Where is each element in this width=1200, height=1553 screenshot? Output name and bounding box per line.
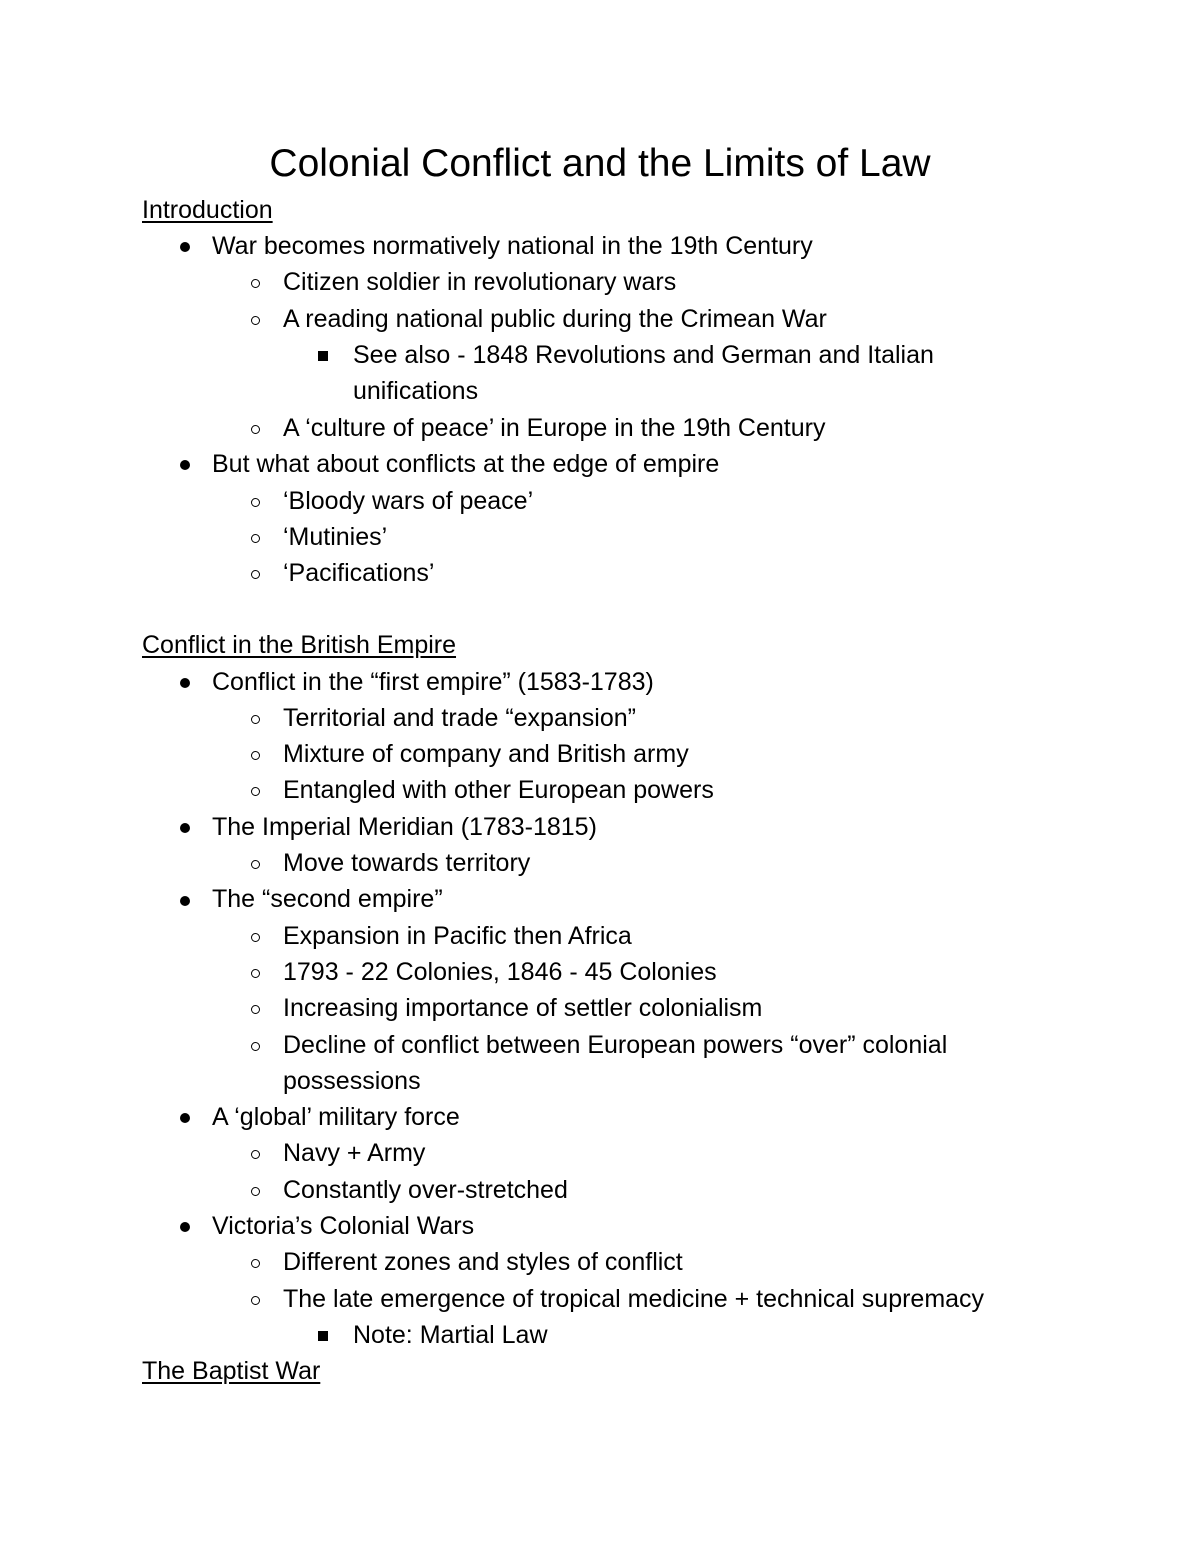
bullet-circle-icon xyxy=(251,1150,260,1159)
section-heading-conflict-british-empire: Conflict in the British Empire xyxy=(142,631,457,659)
bullet-disc-icon xyxy=(180,823,190,833)
bullet-disc-icon xyxy=(180,896,190,906)
section-heading-introduction: Introduction xyxy=(142,196,273,224)
list-item: Conflict in the “first empire” (1583-1783) xyxy=(212,668,654,696)
list-item: Note: Martial Law xyxy=(353,1321,548,1349)
bullet-circle-icon xyxy=(251,1187,260,1196)
list-item: See also - 1848 Revolutions and German and Italian xyxy=(353,341,934,369)
bullet-disc-icon xyxy=(180,242,190,252)
list-item: The late emergence of tropical medicine + technical supremacy xyxy=(283,1285,985,1313)
bullet-circle-icon xyxy=(251,425,260,434)
list-item: Navy + Army xyxy=(283,1139,426,1167)
bullet-circle-icon xyxy=(251,787,260,796)
list-item: Increasing importance of settler colonialism xyxy=(283,994,763,1022)
list-item: The Imperial Meridian (1783-1815) xyxy=(212,813,597,841)
list-item: A reading national public during the Crimean War xyxy=(283,305,827,333)
list-item-continuation: possessions xyxy=(283,1067,421,1095)
list-item: ‘Mutinies’ xyxy=(283,523,388,551)
page-title: Colonial Conflict and the Limits of Law xyxy=(269,142,931,185)
bullet-circle-icon xyxy=(251,570,260,579)
list-item: The “second empire” xyxy=(212,885,443,913)
bullet-disc-icon xyxy=(180,460,190,470)
list-item: 1793 - 22 Colonies, 1846 - 45 Colonies xyxy=(283,958,717,986)
bullet-circle-icon xyxy=(251,933,260,942)
list-item: A ‘global’ military force xyxy=(212,1103,460,1131)
list-item: Move towards territory xyxy=(283,849,531,877)
list-item: ‘Bloody wars of peace’ xyxy=(283,487,534,515)
bullet-circle-icon xyxy=(251,969,260,978)
bullet-circle-icon xyxy=(251,860,260,869)
list-item: Victoria’s Colonial Wars xyxy=(212,1212,475,1240)
list-item: Citizen soldier in revolutionary wars xyxy=(283,268,677,296)
list-item: Different zones and styles of conflict xyxy=(283,1248,683,1276)
list-item: ‘Pacifications’ xyxy=(283,559,435,587)
list-item: Expansion in Pacific then Africa xyxy=(283,922,632,950)
list-item: Constantly over-stretched xyxy=(283,1176,568,1204)
bullet-circle-icon xyxy=(251,715,260,724)
section-heading-baptist-war: The Baptist War xyxy=(142,1357,321,1385)
bullet-circle-icon xyxy=(251,1042,260,1051)
list-item: Mixture of company and British army xyxy=(283,740,689,768)
list-item: But what about conflicts at the edge of empire xyxy=(212,450,720,478)
bullet-disc-icon xyxy=(180,678,190,688)
bullet-circle-icon xyxy=(251,534,260,543)
bullet-circle-icon xyxy=(251,751,260,760)
bullet-circle-icon xyxy=(251,498,260,507)
list-item: Decline of conflict between European powers “over” colonial xyxy=(283,1031,948,1059)
list-item: Entangled with other European powers xyxy=(283,776,714,804)
bullet-circle-icon xyxy=(251,1259,260,1268)
bullet-disc-icon xyxy=(180,1113,190,1123)
list-item: War becomes normatively national in the 19th Century xyxy=(212,232,813,260)
bullet-circle-icon xyxy=(251,279,260,288)
bullet-circle-icon xyxy=(251,1296,260,1305)
bullet-circle-icon xyxy=(251,316,260,325)
list-item-continuation: unifications xyxy=(353,377,479,405)
list-item: Territorial and trade “expansion” xyxy=(283,704,636,732)
bullet-square-icon xyxy=(318,351,328,361)
bullet-disc-icon xyxy=(180,1222,190,1232)
bullet-square-icon xyxy=(318,1331,328,1341)
list-item: A ‘culture of peace’ in Europe in the 19th Century xyxy=(283,414,826,442)
bullet-circle-icon xyxy=(251,1005,260,1014)
